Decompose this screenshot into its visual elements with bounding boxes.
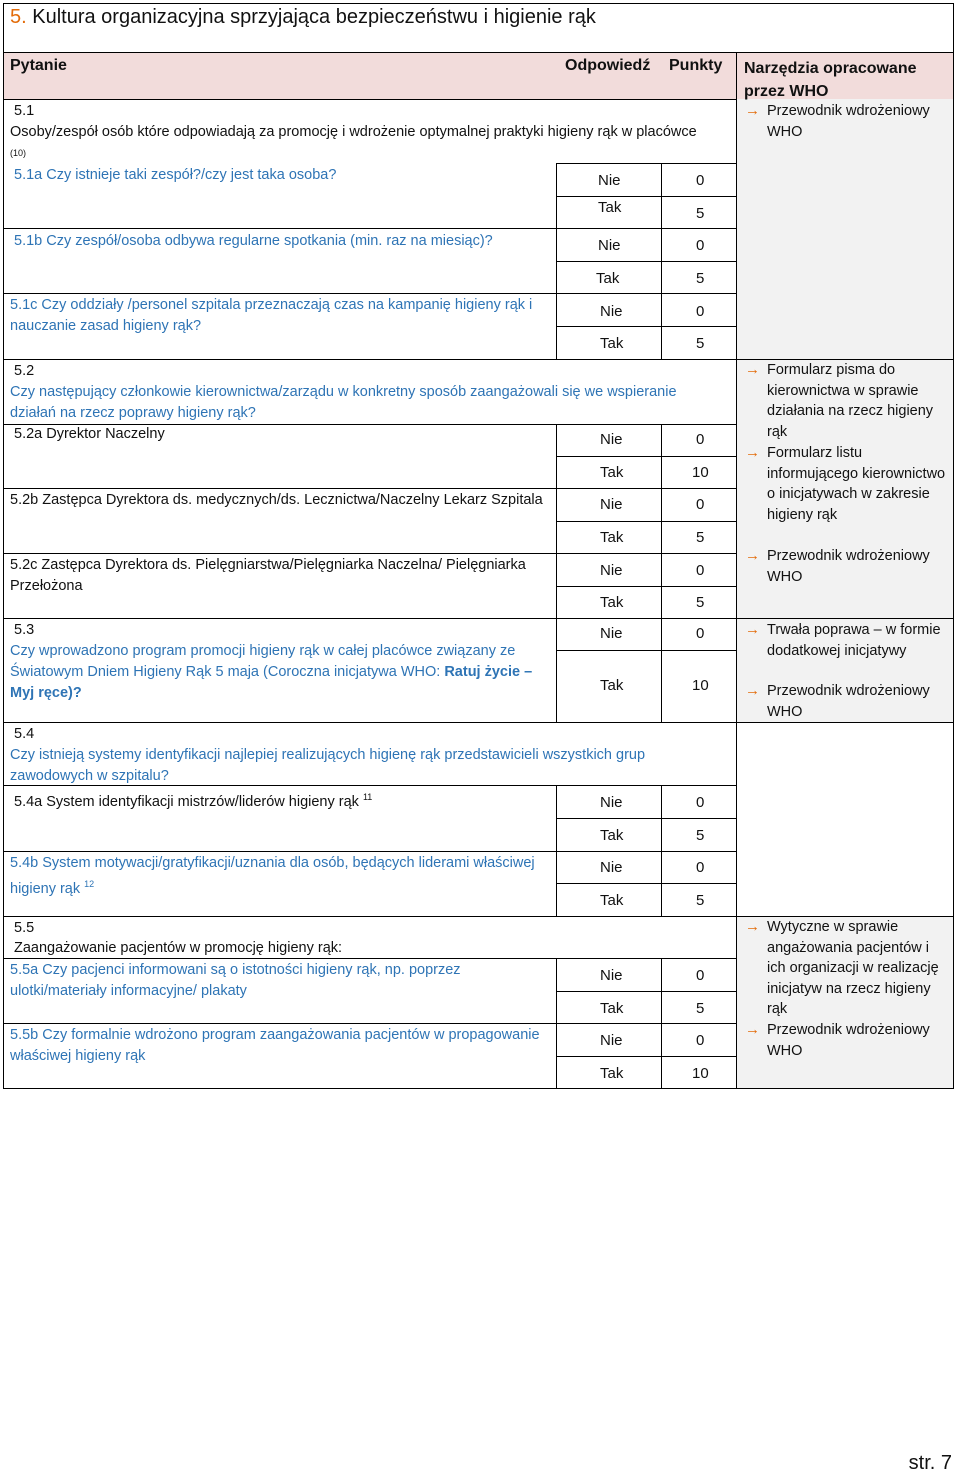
points-value: 0 xyxy=(696,1032,705,1049)
hline-1056 xyxy=(556,1056,737,1057)
q55-number: 5.5 xyxy=(14,920,35,936)
q52b-text: 5.2b Zastępca Dyrektora ds. medycznych/ds. Lecznictwa/Naczelny Lekarz Szpitala xyxy=(10,492,543,508)
points-value: 5 xyxy=(696,1000,705,1017)
points-value: 0 xyxy=(696,431,705,448)
q54a-ref: 11 xyxy=(362,792,373,802)
who-tool-item xyxy=(745,443,950,525)
hline-228 xyxy=(3,228,737,229)
header-question: Pytanie xyxy=(10,57,67,74)
hline-650 xyxy=(556,650,737,651)
points-value: 0 xyxy=(696,562,705,579)
q55a-text: 5.5a Czy pacjenci informowani są o istotności higieny rąk, np. poprzez ulotki/materiały informacyjne/ plakaty xyxy=(10,962,461,999)
hline-883 xyxy=(556,883,737,884)
hline-521 xyxy=(556,521,737,522)
arrow-right-icon: → xyxy=(745,361,760,378)
answer-tak: Tak xyxy=(600,1065,624,1082)
q54a-text xyxy=(14,787,549,813)
who-tool-item xyxy=(745,546,950,587)
points-value: 10 xyxy=(692,464,709,481)
answer-tak: Tak xyxy=(596,270,620,287)
q51c-text: 5.1c Czy oddziały /personel szpitala przeznaczają czas na kampanię higieny rąk i nauczanie zasad higieny rąk? xyxy=(10,297,533,334)
answer-nie: Nie xyxy=(600,967,623,984)
answer-nie: Nie xyxy=(598,172,621,189)
arrow-right-icon: → xyxy=(745,1021,760,1038)
q51-ref: (10) xyxy=(10,147,27,158)
answer-tak: Tak xyxy=(600,529,624,546)
q52a-text: 5.2a Dyrektor Naczelny xyxy=(14,426,165,442)
answer-tak: Tak xyxy=(600,677,624,694)
hline-326 xyxy=(556,326,737,327)
ans-mid-2 xyxy=(661,424,662,722)
who-tool-label: Przewodnik wdrożeniowy WHO xyxy=(767,1022,930,1059)
q51a-text: 5.1a Czy istnieje taki zespół?/czy jest taka osoba? xyxy=(14,167,337,183)
q55-text: Zaangażowanie pacjentów w promocję higieny rąk: xyxy=(14,940,343,956)
points-value: 5 xyxy=(696,529,705,546)
q54b-text xyxy=(10,853,545,899)
answer-tak: Tak xyxy=(600,594,624,611)
answer-nie: Nie xyxy=(600,431,623,448)
table-right xyxy=(953,52,954,1089)
answer-tak: Tak xyxy=(600,335,624,352)
q53-text-plain: Czy wprowadzono program promocji higieny rąk w całej placówce związany ze Światowym Dniem Higieny Rąk 5 maja (Coroczna inicjatywa WHO: xyxy=(10,643,516,680)
answer-nie: Nie xyxy=(600,562,623,579)
q54a-text-body: 5.4a System identyfikacji mistrzów/liderów higieny rąk xyxy=(14,793,359,810)
header-points: Punkty xyxy=(669,57,723,74)
hline-553 xyxy=(3,553,737,554)
arrow-right-icon: → xyxy=(745,444,760,461)
section-number: 5. xyxy=(10,6,27,28)
answer-nie: Nie xyxy=(600,794,623,811)
table-left xyxy=(3,52,4,1089)
q52-number: 5.2 xyxy=(14,363,35,379)
answer-nie: Nie xyxy=(600,496,623,513)
q54-text: Czy istnieją systemy identyfikacji najlepiej realizujących higienę rąk przedstawicieli wszystkich grup zawodowych w szpitalu? xyxy=(10,747,646,784)
table-bottom xyxy=(3,1088,954,1089)
who-tool-item xyxy=(745,360,950,442)
points-value: 0 xyxy=(696,303,705,320)
answer-nie: Nie xyxy=(598,237,621,254)
points-value: 5 xyxy=(696,270,705,287)
arrow-right-icon: → xyxy=(745,621,760,638)
points-value: 0 xyxy=(696,496,705,513)
q54b-ref: 12 xyxy=(84,878,95,889)
points-value: 5 xyxy=(696,594,705,611)
q51b-text: 5.1b Czy zespół/osoba odbywa regularne spotkania (min. raz na miesiąc)? xyxy=(14,233,493,249)
answer-nie: Nie xyxy=(600,303,623,320)
who-tool-item xyxy=(745,101,950,142)
arrow-right-icon: → xyxy=(745,547,760,564)
hline-851 xyxy=(3,851,737,852)
header-bottom xyxy=(3,99,737,100)
who-tool-item xyxy=(745,917,950,1020)
who-tool-label: Przewodnik wdrożeniowy WHO xyxy=(767,103,930,140)
answer-tak: Tak xyxy=(598,199,622,216)
answer-nie: Nie xyxy=(600,1032,623,1049)
q55b-text: 5.5b Czy formalnie wdrożono program zaangażowania pacjentów w propagowanie właściwej higieny rąk xyxy=(10,1027,540,1064)
q53-number: 5.3 xyxy=(14,622,35,638)
points-value: 5 xyxy=(696,827,705,844)
points-value: 10 xyxy=(692,677,709,694)
header-answer: Odpowiedź xyxy=(565,57,651,74)
border-left-title xyxy=(3,3,4,52)
answer-nie: Nie xyxy=(600,625,623,642)
who-tool-item xyxy=(745,1020,950,1061)
q53-text xyxy=(10,641,555,703)
q51-text-body: Osoby/zespół osób które odpowiadają za promocję i wdrożenie optymalnej praktyki higieny rąk w placówce xyxy=(10,124,697,140)
q52-text: Czy następujący członkowie kierownictwa/zarządu w konkretny sposób zaangażowali się we wspieranie działań na rzecz poprawy higieny rąk? xyxy=(10,384,677,421)
hline-1023 xyxy=(3,1023,737,1024)
hline-293 xyxy=(3,293,737,294)
q52c-text: 5.2c Zastępca Dyrektora ds. Pielęgniarstwa/Pielęgniarka Naczelna/ Pielęgniarka Przełożona xyxy=(10,557,526,594)
col-who-divider xyxy=(736,52,737,1089)
points-value: 0 xyxy=(696,794,705,811)
points-value: 5 xyxy=(696,205,705,222)
ans-left-2 xyxy=(556,424,557,722)
q54-number: 5.4 xyxy=(14,726,35,742)
points-value: 0 xyxy=(696,859,705,876)
hline-261 xyxy=(556,261,737,262)
who-tool-label: Przewodnik wdrożeniowy WHO xyxy=(767,548,930,585)
points-value: 5 xyxy=(696,335,705,352)
page-number: str. 7 xyxy=(908,1452,952,1474)
points-value: 10 xyxy=(692,1065,709,1082)
answer-tak: Tak xyxy=(600,1000,624,1017)
table-top xyxy=(3,52,954,53)
points-value: 0 xyxy=(696,625,705,642)
arrow-right-icon: → xyxy=(745,918,760,935)
answer-tak: Tak xyxy=(600,892,624,909)
hline-488 xyxy=(3,488,737,489)
q51-text xyxy=(10,122,710,168)
points-value: 0 xyxy=(696,172,705,189)
answer-nie: Nie xyxy=(600,859,623,876)
border-right-title xyxy=(953,3,954,52)
who-tool-label: Wytyczne w sprawie angażowania pacjentów i ich organizacji w realizację inicjatyw na rzecz higieny rąk xyxy=(767,919,939,1018)
hline-196 xyxy=(556,196,737,197)
who-tool-label: Trwała poprawa – w formie dodatkowej inicjatywy xyxy=(767,622,941,659)
q53-text-bold: Ratuj życie – Myj ręce)? xyxy=(10,663,533,701)
section-title xyxy=(10,6,596,29)
who-tool-label: Formularz pisma do kierownictwa w sprawie działania na rzecz higieny rąk xyxy=(767,362,934,440)
answer-tak: Tak xyxy=(600,827,624,844)
answer-tak: Tak xyxy=(600,464,624,481)
points-value: 0 xyxy=(696,967,705,984)
who-tool-label: Przewodnik wdrożeniowy WHO xyxy=(767,683,930,720)
q54b-text-body: 5.4b System motywacji/gratyfikacji/uznania dla osób, będących liderami właściwej higieny rąk xyxy=(10,855,535,897)
hline-456 xyxy=(556,456,737,457)
points-value: 5 xyxy=(696,892,705,909)
who-tool-item xyxy=(745,620,950,661)
section-title-text: Kultura organizacyjna sprzyjająca bezpieczeństwu i higienie rąk xyxy=(32,6,596,28)
points-value: 0 xyxy=(696,237,705,254)
who-tool-item xyxy=(745,681,950,722)
hline-618 xyxy=(3,618,954,619)
hline-586 xyxy=(556,586,737,587)
who-tool-label: Formularz listu informującego kierownictwo o inicjatywach w zakresie higieny rąk xyxy=(767,445,946,523)
q51-number: 5.1 xyxy=(14,103,35,119)
hline-818 xyxy=(556,818,737,819)
arrow-right-icon: → xyxy=(745,102,760,119)
border-top xyxy=(3,3,954,4)
header-tools: Narzędzia opracowane przez WHO xyxy=(744,60,917,100)
hline-991 xyxy=(556,991,737,992)
arrow-right-icon: → xyxy=(745,682,760,699)
